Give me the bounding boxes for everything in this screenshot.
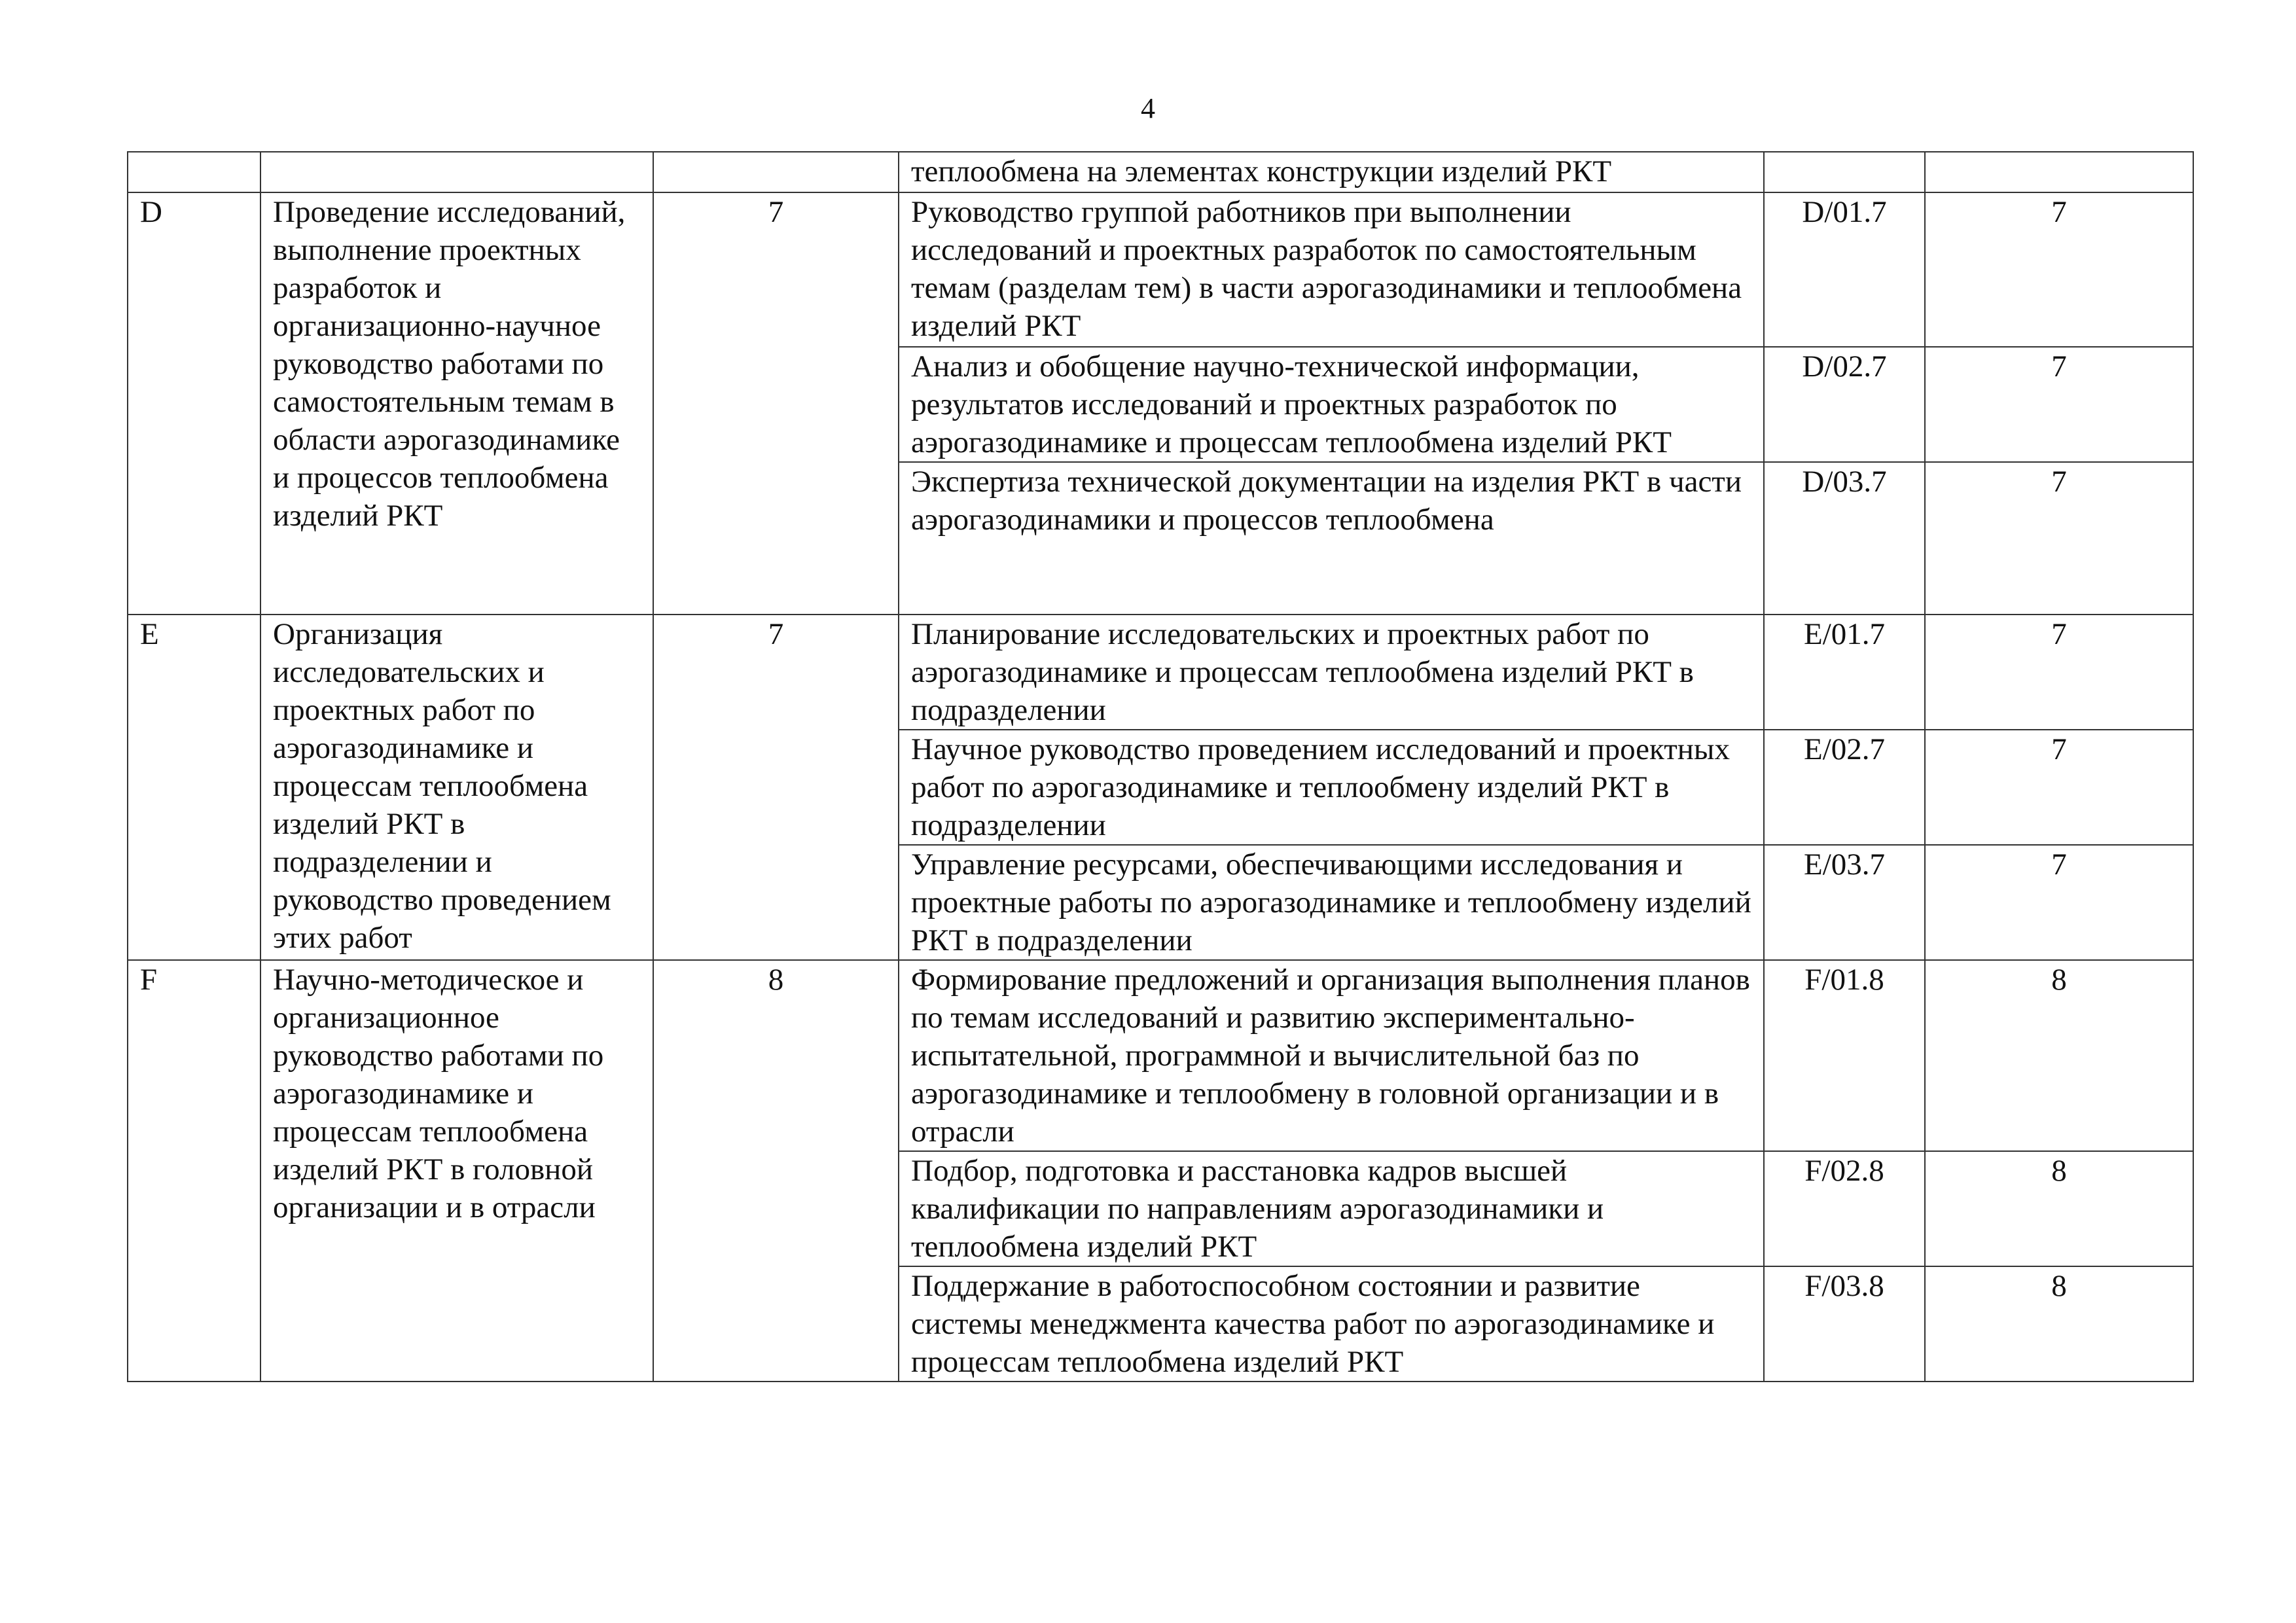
empty-cell [653,152,899,192]
empty-cell [128,152,260,192]
function-code: D/01.7 [1764,192,1925,347]
function-level: 7 [1925,845,2193,960]
function-name: Подбор, подготовка и расстановка кадров высшей квалификации по направлениям аэрогазодинамики и теплообмена изделий РКТ [899,1151,1764,1266]
function-level: 7 [1925,192,2193,347]
function-name: Анализ и обобщение научно-технической информации, результатов исследований и проектных разработок по аэрогазодинамике и процессам теплообмена изделий РКТ [899,347,1764,462]
empty-cell [1925,152,2193,192]
table-row [128,192,2193,347]
group-code: F [128,960,260,1382]
function-name: Научное руководство проведением исследований и проектных работ по аэрогазодинамике и теплообмену изделий РКТ в подразделении [899,730,1764,845]
function-code: D/03.7 [1764,462,1925,615]
function-code: F/01.8 [1764,960,1925,1151]
continuation-function-name: теплообмена на элементах конструкции изделий РКТ [899,152,1764,192]
function-code: F/02.8 [1764,1151,1925,1266]
function-code: D/02.7 [1764,347,1925,462]
group-level: 7 [653,615,899,960]
function-level: 7 [1925,730,2193,845]
group-code: E [128,615,260,960]
function-level: 7 [1925,347,2193,462]
table-row [128,960,2193,1151]
function-level: 8 [1925,960,2193,1151]
function-level: 8 [1925,1266,2193,1382]
function-code: E/02.7 [1764,730,1925,845]
function-name: Планирование исследовательских и проектных работ по аэрогазодинамике и процессам теплообмена изделий РКТ в подразделении [899,615,1764,730]
function-code: E/01.7 [1764,615,1925,730]
function-name: Формирование предложений и организация выполнения планов по темам исследований и развитию экспериментально-испытательной, программной и вычислительной баз по аэрогазодинамике и теплообмену в головной организации и в отрасли [899,960,1764,1151]
function-code: E/03.7 [1764,845,1925,960]
page-number: 4 [1141,92,1155,124]
empty-cell [1764,152,1925,192]
function-name: Управление ресурсами, обеспечивающими исследования и проектные работы по аэрогазодинамике и теплообмену изделий РКТ в подразделении [899,845,1764,960]
group-name: Проведение исследований, выполнение проектных разработок и организационно-научное руководство работами по самостоятельным темам в области аэрогазодинамике и процессов теплообмена изделий РКТ [260,192,653,615]
group-level: 7 [653,192,899,615]
function-level: 7 [1925,462,2193,615]
table-row-continuation [128,152,2193,192]
function-name: Экспертиза технической документации на изделия РКТ в части аэрогазодинамики и процессов теплообмена [899,462,1764,615]
function-name: Руководство группой работников при выполнении исследований и проектных разработок по самостоятельным темам (разделам тем) в части аэрогазодинамики и теплообмена изделий РКТ [899,192,1764,347]
group-code: D [128,192,260,615]
function-code: F/03.8 [1764,1266,1925,1382]
empty-cell [260,152,653,192]
group-name: Организация исследовательских и проектных работ по аэрогазодинамике и процессам теплообмена изделий РКТ в подразделении и руководство проведением этих работ [260,615,653,960]
function-name: Поддержание в работоспособном состоянии и развитие системы менеджмента качества работ по аэрогазодинамике и процессам теплообмена изделий РКТ [899,1266,1764,1382]
labor-functions-table [127,151,2194,1382]
group-name: Научно-методическое и организационное руководство работами по аэрогазодинамике и процессам теплообмена изделий РКТ в головной организации и в отрасли [260,960,653,1382]
function-level: 7 [1925,615,2193,730]
table-row [128,615,2193,730]
function-level: 8 [1925,1151,2193,1266]
group-level: 8 [653,960,899,1382]
